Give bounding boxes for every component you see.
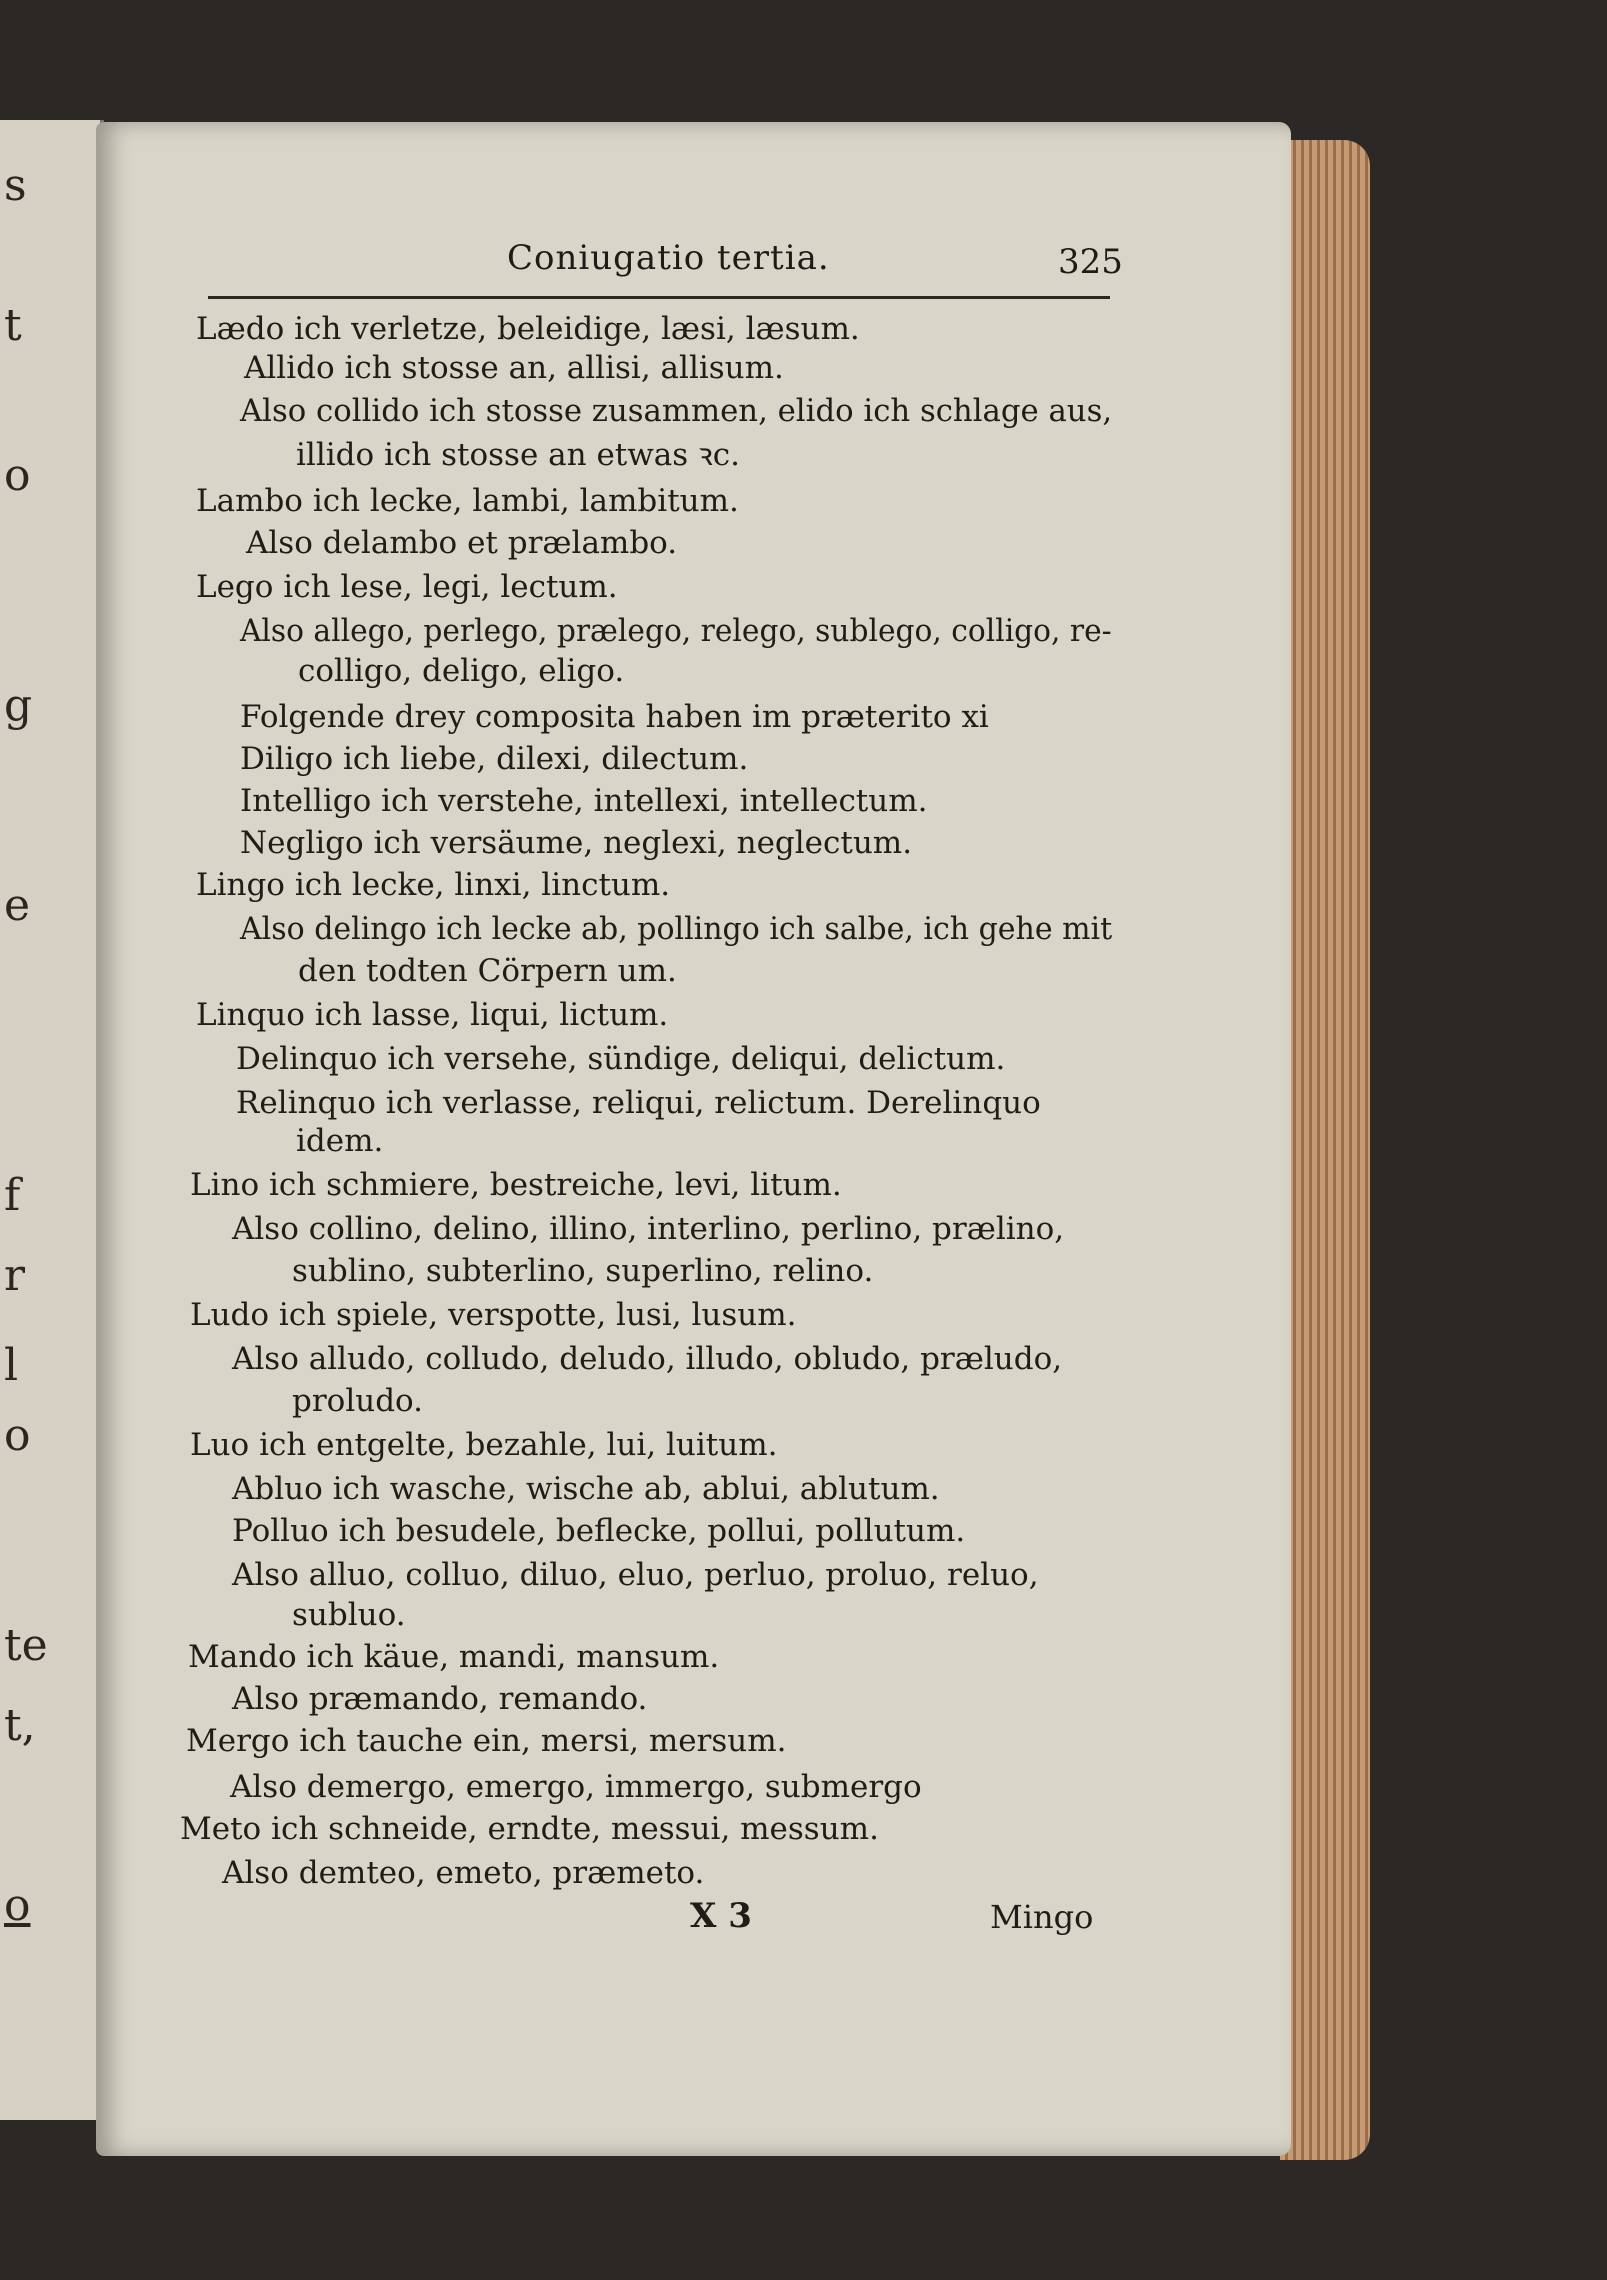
text-line: Also delambo et prælambo. [246, 525, 678, 561]
left-page-fragment: r [4, 1250, 26, 1301]
text-line: Lino ich schmiere, bestreiche, levi, litum. [190, 1167, 842, 1203]
left-page-fragment: s [4, 160, 27, 211]
text-line: Also allego, perlego, prælego, relego, sublego, colligo, re- [240, 613, 1112, 649]
text-line: Relinquo ich verlasse, reliqui, relictum. Derelinquo [236, 1085, 1041, 1121]
text-line: Lego ich lese, legi, lectum. [196, 569, 618, 605]
text-line: Also collino, delino, illino, interlino, perlino, prælino, [232, 1211, 1065, 1247]
book-page-edges [1280, 140, 1370, 2160]
left-page-fragment: t [4, 300, 22, 351]
text-line: Negligo ich versäume, neglexi, neglectum. [240, 825, 913, 861]
text-line: Also delingo ich lecke ab, pollingo ich salbe, ich gehe mit [240, 911, 1113, 947]
running-header: Coniugatio tertia. [507, 238, 830, 278]
text-line: Mando ich käue, mandi, mansum. [188, 1639, 720, 1675]
left-page-fragment: o [4, 1880, 31, 1931]
left-page-fragment: e [4, 880, 31, 931]
text-line: Delinquo ich versehe, sündige, deliqui, delictum. [236, 1041, 1006, 1077]
text-line: den todten Cörpern um. [298, 953, 677, 989]
text-line: Also collido ich stosse zusammen, elido ich schlage aus, [240, 393, 1113, 429]
page-number: 325 [1058, 242, 1123, 282]
signature-mark: X 3 [690, 1896, 752, 1936]
left-page-fragment: l [4, 1340, 19, 1391]
text-line: Also demergo, emergo, immergo, submergo [230, 1769, 922, 1805]
text-line: Also præmando, remando. [232, 1681, 648, 1717]
text-line: illido ich stosse an etwas ꝛc. [296, 437, 740, 473]
text-line: Allido ich stosse an, allisi, allisum. [244, 350, 784, 386]
text-line: Also alludo, colludo, deludo, illudo, obludo, præludo, [232, 1341, 1063, 1377]
text-line: subluo. [292, 1597, 406, 1633]
text-line: Abluo ich wasche, wische ab, ablui, ablutum. [232, 1471, 940, 1507]
left-page-fragment: g [4, 680, 33, 731]
text-line: Lambo ich lecke, lambi, lambitum. [196, 483, 739, 519]
text-line: Luo ich entgelte, bezahle, lui, luitum. [190, 1427, 778, 1463]
text-line: Lingo ich lecke, linxi, linctum. [196, 867, 671, 903]
text-line: Intelligo ich verstehe, intellexi, intellectum. [240, 783, 928, 819]
text-line: colligo, deligo, eligo. [298, 653, 625, 689]
text-line: Polluo ich besudele, beflecke, pollui, pollutum. [232, 1513, 966, 1549]
text-line: Linquo ich lasse, liqui, lictum. [196, 997, 669, 1033]
text-line: Meto ich schneide, erndte, messui, messum. [180, 1811, 879, 1847]
text-line: Diligo ich liebe, dilexi, dilectum. [240, 741, 749, 777]
text-line: Ludo ich spiele, verspotte, lusi, lusum. [190, 1297, 797, 1333]
left-page-fragment: t, [4, 1700, 36, 1751]
text-line: Also alluo, colluo, diluo, eluo, perluo, proluo, reluo, [232, 1557, 1039, 1593]
text-line: sublino, subterlino, superlino, relino. [292, 1253, 874, 1289]
left-page-fragment: te [4, 1620, 48, 1671]
left-page-fragment: f [4, 1170, 21, 1221]
left-page-edge [0, 120, 104, 2120]
text-line: proludo. [292, 1383, 424, 1419]
text-line: Lædo ich verletze, beleidige, læsi, læsum. [196, 311, 860, 347]
header-rule [208, 296, 1110, 299]
text-line: Folgende drey composita haben im præterito xi [240, 699, 989, 735]
catchword: Mingo [990, 1898, 1094, 1936]
text-line: Mergo ich tauche ein, mersi, mersum. [186, 1723, 787, 1759]
text-line: idem. [296, 1123, 384, 1159]
left-page-fragment: o [4, 450, 31, 501]
left-page-fragment: o [4, 1410, 31, 1461]
text-line: Also demteo, emeto, præmeto. [222, 1855, 705, 1891]
